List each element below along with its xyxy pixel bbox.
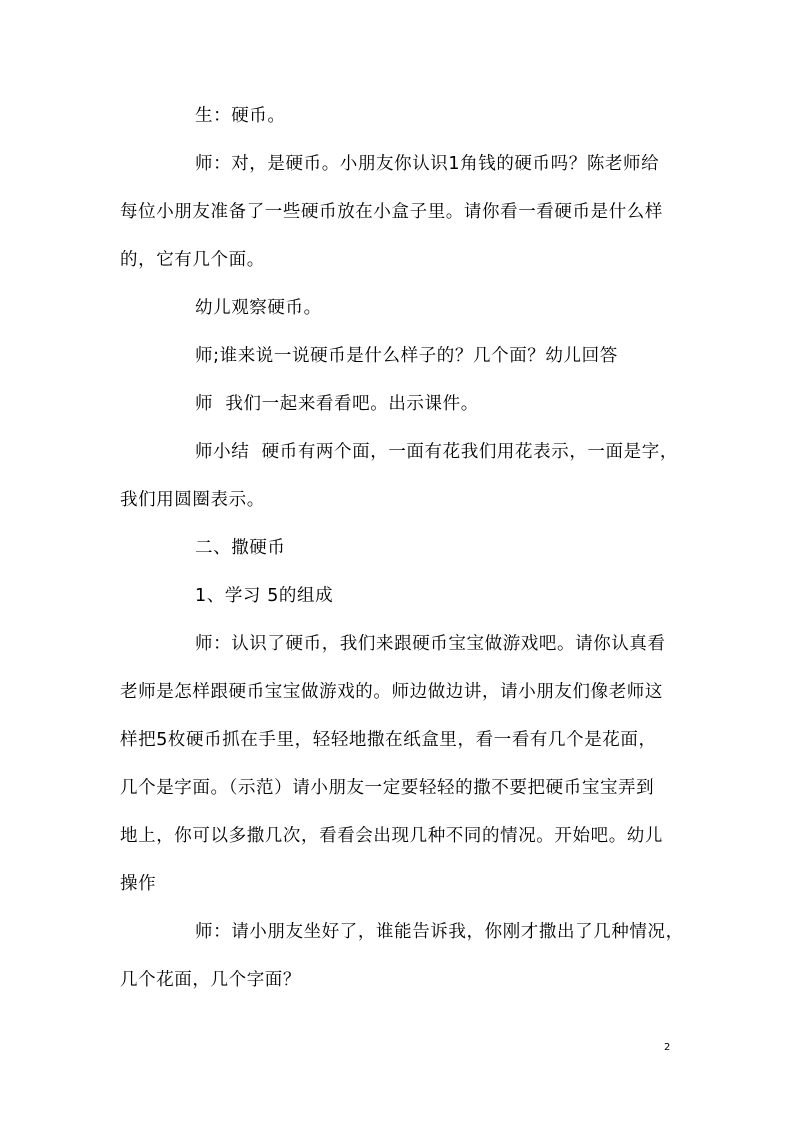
paragraph-line: 地上，你可以多撒几次，看看会出现几种不同的情况。开始吧。幼儿 [120,826,663,846]
paragraph-line: 几个花面，几个字面？ [120,970,301,990]
paragraph-line: 几个是字面。（示范）请小朋友一定要轻轻的撒不要把硬币宝宝弄到 [120,778,655,798]
page-number: 2 [664,1042,671,1053]
section-heading: 二、撒硬币 [195,538,286,558]
paragraph-line: 生：硬币。 [195,106,286,126]
paragraph-line: 师;谁来说一说硬币是什么样子的？几个面？幼儿回答 [195,346,618,366]
paragraph-line: 我们用圆圈表示。 [120,490,265,510]
paragraph-line: 师：对，是硬币。小朋友你认识1角钱的硬币吗？陈老师给 [195,154,660,174]
paragraph-line: 师：请小朋友坐好了，谁能告诉我，你刚才撒出了几种情况， [195,922,684,942]
subsection-heading: 1、学习 5的组成 [195,586,334,606]
body-text [120,92,684,1004]
paragraph-line: 每位小朋友准备了一些硬币放在小盒子里。请你看一看硬币是什么样 [120,202,663,222]
paragraph-line: 样把5枚硬币抓在手里，轻轻地撒在纸盒里，看一看有几个是花面， [120,730,657,750]
paragraph-line: 师小结 硬币有两个面，一面有花我们用花表示，一面是字， [195,442,678,462]
paragraph-line: 的，它有几个面。 [120,250,265,270]
paragraph-line: 幼儿观察硬币。 [195,298,322,318]
paragraph-line: 师 我们一起来看看吧。出示课件。 [195,394,479,414]
paragraph-line: 老师是怎样跟硬币宝宝做游戏的。师边做边讲，请小朋友们像老师这 [120,682,663,702]
paragraph-line: 操作 [120,874,157,894]
paragraph-line: 师：认识了硬币，我们来跟硬币宝宝做游戏吧。请你认真看 [195,634,666,654]
